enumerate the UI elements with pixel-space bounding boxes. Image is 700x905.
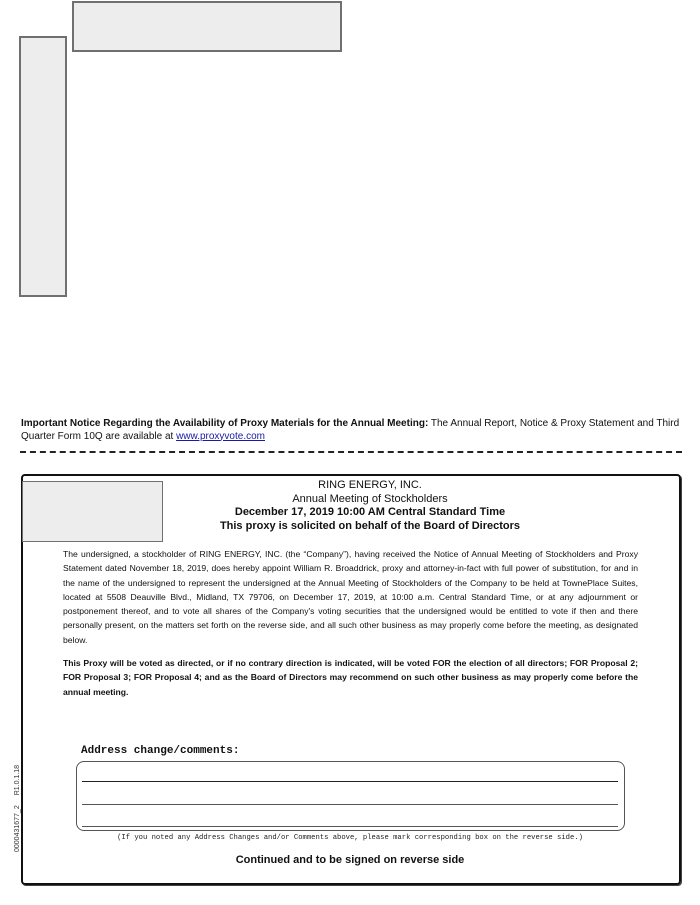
notice-text: The Annual Report, Notice & Proxy Statement and Third Quarter Form 10Q are available at xyxy=(21,418,680,442)
continued-notice: Continued and to be signed on reverse side xyxy=(235,854,465,866)
address-block-placeholder xyxy=(72,1,342,52)
address-change-note: (If you noted any Address Changes and/or Comments above, please mark corresponding box on the reverse side.) xyxy=(117,834,583,842)
notice-heading: Important Notice Regarding the Availability of Proxy Materials for the Annual Meeting: xyxy=(21,418,429,429)
appointment-paragraph: The undersigned, a stockholder of RING ENERGY, INC. (the “Company”), having received the Notice of Annual Meeting of Stockholders and Proxy Statement dated November 18, 2019, does hereby appoint William R. Broaddrick, proxy and attorney-in-fact with full power of substitution, for and in the name of the undersigned to represent the undersigned at the Annual Meeting of Stockholders of the Company to be held at TownePlace Suites, located at 5508 Deauville Blvd., Midland, TX 79706, on December 17, 2019, at 10:00 a.m. Central Standard Time, or at any adjournment or postponement thereof, and to vote all shares of the Company's voting securities that the undersigned would be entitled to vote if then and there personally present, on the matters set forth on the reverse side, and all such other business as may properly come before the meeting, as designated below. xyxy=(63,549,638,645)
voting-direction-paragraph: This Proxy will be voted as directed, or if no contrary direction is indicated, will be voted FOR the election of all directors; FOR Proposal 2; FOR Proposal 3; FOR Proposal 4; and as the Board of Directors may recommend on such other business as may properly come before the annual meeting. xyxy=(63,658,638,697)
barcode-placeholder xyxy=(19,36,67,297)
meeting-datetime: December 17, 2019 10:00 AM Central Standard Time xyxy=(234,506,506,518)
proxy-materials-notice xyxy=(21,418,686,443)
address-line xyxy=(82,826,618,827)
address-change-label: Address change/comments: xyxy=(81,745,240,757)
proxyvote-link[interactable]: www.proxyvote.com xyxy=(176,430,265,442)
proxy-card-header xyxy=(170,479,570,533)
meeting-title: Annual Meeting of Stockholders xyxy=(292,492,448,505)
document-revision: R1.0.1.18 xyxy=(14,764,21,796)
document-id: 0000431677_2 xyxy=(14,805,21,852)
logo-placeholder xyxy=(22,481,163,542)
address-line xyxy=(82,804,618,805)
company-name: RING ENERGY, INC. xyxy=(318,479,422,491)
address-change-field[interactable] xyxy=(76,761,625,831)
address-line xyxy=(82,781,618,782)
document-code xyxy=(14,755,21,852)
detach-dashed-line xyxy=(20,451,682,453)
solicitation-statement: This proxy is solicited on behalf of the Board of Directors xyxy=(219,519,521,532)
